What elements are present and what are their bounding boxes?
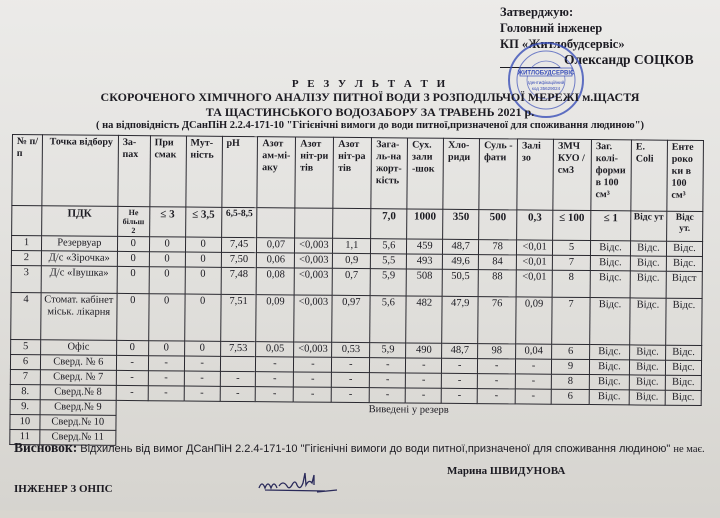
row-number: 3 xyxy=(11,265,41,292)
value-cell: Відс. xyxy=(665,390,701,405)
pdk-cell xyxy=(295,208,333,238)
column-header: Енте роко ки в 100 см³ xyxy=(667,140,704,211)
value-cell: 0 xyxy=(185,267,221,294)
value-cell: - xyxy=(332,372,370,387)
value-cell: <0,003 xyxy=(295,253,333,268)
value-cell: - xyxy=(516,359,552,374)
value-cell: Відс. xyxy=(630,271,666,298)
column-header: Суль - фати xyxy=(479,139,518,210)
approver-company: КП «Житлобудсервіс» xyxy=(500,37,625,51)
value-cell: 0 xyxy=(149,252,185,267)
value-cell: - xyxy=(405,388,441,403)
value-cell: - xyxy=(477,389,515,404)
value-cell: 482 xyxy=(406,296,442,343)
value-cell: - xyxy=(442,358,478,373)
pdk-cell: 0,3 xyxy=(517,210,553,240)
value-cell: 0,09 xyxy=(256,295,294,342)
pdk-cell xyxy=(333,208,371,238)
sampling-point: Д/с «Зірочка» xyxy=(41,251,117,267)
value-cell: 84 xyxy=(479,255,517,270)
value-cell: 5,9 xyxy=(370,269,406,296)
value-cell: 0,53 xyxy=(332,342,370,357)
document-title xyxy=(10,78,720,131)
row-number: 2 xyxy=(11,250,41,265)
title-line-3: ТА ЩАСТИНСЬКОГО ВОДОЗАБОРУ ЗА ТРАВЕНЬ 2021 р. xyxy=(205,105,535,119)
value-cell: 0,7 xyxy=(332,268,370,295)
table-row xyxy=(11,292,702,345)
value-cell: <0,003 xyxy=(295,238,333,253)
value-cell: 7 xyxy=(552,297,590,344)
value-cell: 48,7 xyxy=(443,239,479,254)
value-cell: - xyxy=(184,386,220,401)
value-cell: 1,1 xyxy=(333,238,371,253)
column-header: Залі зо xyxy=(517,139,554,210)
value-cell: - xyxy=(184,356,220,371)
pdk-cell: 350 xyxy=(443,209,479,239)
value-cell: 0,04 xyxy=(516,344,552,359)
pdk-cell: ПДК xyxy=(42,206,118,237)
value-cell: - xyxy=(116,385,148,400)
pdk-cell: 7,0 xyxy=(371,209,407,239)
approver-position: Головний інженер xyxy=(500,21,603,35)
value-cell: 5,6 xyxy=(370,296,406,343)
value-cell: Відс. xyxy=(666,241,702,256)
value-cell: 459 xyxy=(407,239,443,254)
value-cell: 9 xyxy=(551,359,589,374)
value-cell xyxy=(220,356,256,371)
svg-text:Ідентифікаційний: Ідентифікаційний xyxy=(527,80,565,85)
value-cell: 0 xyxy=(116,293,148,340)
column-header: ЗМЧ КУО / см3 xyxy=(553,139,592,210)
value-cell: - xyxy=(294,387,332,402)
value-cell: Відс. xyxy=(589,390,629,405)
value-cell: Відс. xyxy=(629,390,665,405)
pdk-cell: ≤ 100 xyxy=(553,210,591,240)
value-cell: 8 xyxy=(552,270,590,297)
title-line-2: СКОРОЧЕНОГО ХІМІЧНОГО АНАЛІЗУ ПИТНОЇ ВОДИ З РОЗПОДІЛЬЧОЇ МЕРЕЖІ м.ЩАСТЯ xyxy=(100,90,640,104)
signer-name: Марина ШВИДУНОВА xyxy=(447,465,566,477)
value-cell: - xyxy=(369,388,405,403)
sampling-point: Стомат. кабінет міськ. лікарня xyxy=(41,293,117,341)
value-cell: Відс. xyxy=(589,375,629,390)
value-cell: Відс. xyxy=(630,345,666,360)
row-number: 1 xyxy=(11,236,41,251)
column-header: Азот ніт-ри тів xyxy=(295,137,334,208)
sampling-point: Сверд.№ 10 xyxy=(40,415,116,431)
sampling-point: Д/с «Івушка» xyxy=(41,266,117,294)
value-cell: Відс. xyxy=(665,375,701,390)
sampling-point: Резервуар xyxy=(41,236,117,252)
column-header: Азот ам-мі-аку xyxy=(257,137,296,208)
value-cell: - xyxy=(332,357,370,372)
value-cell: - xyxy=(406,373,442,388)
column-header: E. Coli xyxy=(631,140,668,211)
value-cell: Відс. xyxy=(630,241,666,256)
value-cell: Відс. xyxy=(590,271,630,298)
title-line-4: ( на відповідність ДСанПіН 2.2.4-171-10 "Гігієнічні вимоги до води питної,призначеної для споживання людиною") xyxy=(95,120,645,131)
pdk-cell xyxy=(12,206,42,236)
conclusion-label: Висновок: xyxy=(14,440,78,455)
value-cell: 7,51 xyxy=(220,294,256,341)
value-cell: Відс. xyxy=(629,360,665,375)
value-cell: 5,9 xyxy=(370,343,406,358)
value-cell: 0 xyxy=(184,294,220,341)
value-cell: 7,48 xyxy=(221,267,257,294)
value-cell: 7 xyxy=(552,255,590,270)
value-cell: Відс. xyxy=(630,298,666,345)
column-header: Мут-ність xyxy=(185,136,222,207)
value-cell: 76 xyxy=(478,297,516,344)
value-cell: 48,7 xyxy=(442,343,478,358)
value-cell: - xyxy=(478,359,516,374)
value-cell: 0 xyxy=(148,341,184,356)
value-cell: 98 xyxy=(478,344,516,359)
value-cell: 5,5 xyxy=(371,254,407,269)
value-cell: - xyxy=(406,358,442,373)
value-cell: 0,9 xyxy=(333,253,371,268)
column-header: Заг. колі-форми в 100 см³ xyxy=(591,140,632,211)
pdk-cell: Відс ут. xyxy=(666,211,702,241)
row-number: 9. xyxy=(10,399,40,414)
value-cell: Відс. xyxy=(630,256,666,271)
column-header: pH xyxy=(221,136,258,207)
value-cell: 0 xyxy=(148,294,184,341)
pdk-cell: 500 xyxy=(479,210,517,240)
svg-text:код 35629024: код 35629024 xyxy=(531,86,561,91)
value-cell: - xyxy=(148,371,184,386)
value-cell: Відс. xyxy=(590,345,630,360)
column-header: Азот ніт-ра тів xyxy=(333,137,372,208)
value-cell: <0,003 xyxy=(294,295,332,342)
conclusion-tail: не має. xyxy=(673,444,705,455)
value-cell: - xyxy=(441,388,477,403)
column-header: № п/п xyxy=(12,135,43,206)
value-cell: - xyxy=(148,386,184,401)
value-cell: Відс. xyxy=(665,345,701,360)
title-line-1: Р Е З У Л Ь Т А Т И xyxy=(291,78,449,90)
value-cell: 88 xyxy=(478,270,516,297)
value-cell: 6 xyxy=(551,389,589,404)
sampling-point: Сверд.№ 11 xyxy=(40,430,116,446)
row-number: 7 xyxy=(10,369,40,384)
svg-text:ЖИТЛОБУДСЕРВІС: ЖИТЛОБУДСЕРВІС xyxy=(517,70,575,77)
pdk-cell: 1000 xyxy=(407,209,443,239)
value-cell: 0,05 xyxy=(256,342,294,357)
sampling-point: Офіс xyxy=(40,340,116,356)
sampling-point: Сверд. № 6 xyxy=(40,355,116,371)
value-cell: 0 xyxy=(117,266,149,293)
value-cell: 0,08 xyxy=(257,268,295,295)
value-cell: - xyxy=(256,387,294,402)
value-cell: - xyxy=(148,356,184,371)
pdk-cell: Не більш 2 xyxy=(117,206,149,236)
sampling-point: Сверд.№ 8 xyxy=(40,385,116,401)
conclusion-text: Відхилень від вимог ДСанПіН 2.2.4-171-10 "Гігієнічні вимоги до води питної,призначеної для споживання людиною" xyxy=(80,443,671,455)
results-table xyxy=(9,134,704,451)
value-cell: - xyxy=(116,370,148,385)
column-header: Точка відбору xyxy=(42,135,118,207)
value-cell: 508 xyxy=(406,269,442,296)
value-cell: Відст xyxy=(666,271,702,298)
sampling-point: Сверд.№ 9 xyxy=(40,400,116,416)
pdk-cell: ≤ 3 xyxy=(149,207,185,237)
row-number: 4 xyxy=(11,292,41,339)
value-cell: 0 xyxy=(184,341,220,356)
row-number: 5 xyxy=(11,339,41,354)
column-header: За-пах xyxy=(118,135,151,206)
value-cell: - xyxy=(477,374,515,389)
value-cell: 0,07 xyxy=(257,238,295,253)
value-cell: Відс. xyxy=(629,375,665,390)
pdk-cell xyxy=(257,208,295,238)
value-cell: 0 xyxy=(117,236,149,251)
value-cell: Відс. xyxy=(665,360,701,375)
value-cell: - xyxy=(184,371,220,386)
value-cell: - xyxy=(116,355,148,370)
pdk-cell: ≤ 1 xyxy=(591,211,631,241)
value-cell: Відс. xyxy=(666,298,703,345)
value-cell: Відс. xyxy=(589,360,629,375)
value-cell: 7,45 xyxy=(221,237,257,252)
value-cell: 7,53 xyxy=(220,341,256,356)
signer-position: ІНЖЕНЕР З ОНПС xyxy=(14,483,113,495)
value-cell: - xyxy=(442,373,478,388)
value-cell: - xyxy=(220,371,256,386)
column-header: Зага-ль-на жорт-кість xyxy=(371,138,408,209)
value-cell: Відс. xyxy=(590,241,630,256)
value-cell: 0 xyxy=(117,251,149,266)
value-cell: - xyxy=(515,374,551,389)
value-cell: - xyxy=(370,373,406,388)
row-number: 10 xyxy=(10,414,40,429)
header-row xyxy=(12,135,704,212)
column-header: Хло-риди xyxy=(443,138,480,209)
value-cell: Відс. xyxy=(590,256,630,271)
approver-name: Олександр СОЦКОВ xyxy=(564,52,694,67)
value-cell: 0 xyxy=(149,237,185,252)
value-cell: - xyxy=(220,386,256,401)
value-cell: - xyxy=(256,357,294,372)
pdk-cell: Відс ут xyxy=(631,211,667,241)
value-cell: - xyxy=(515,389,551,404)
value-cell: Відс. xyxy=(590,298,630,345)
value-cell: 0,97 xyxy=(332,295,370,342)
value-cell: 493 xyxy=(407,254,443,269)
value-cell: 5,6 xyxy=(371,239,407,254)
value-cell: 0 xyxy=(185,252,221,267)
value-cell: Відс. xyxy=(666,256,702,271)
value-cell: <0,01 xyxy=(516,270,552,297)
pdk-cell: ≤ 3,5 xyxy=(185,207,221,237)
value-cell: <0,01 xyxy=(516,255,552,270)
value-cell: - xyxy=(332,387,370,402)
value-cell: 0,06 xyxy=(257,253,295,268)
value-cell: 8 xyxy=(551,374,589,389)
value-cell: - xyxy=(294,357,332,372)
value-cell: 6 xyxy=(552,344,590,359)
value-cell: - xyxy=(256,372,294,387)
pdk-cell: 6,5-8,5 xyxy=(221,207,257,237)
column-header: При смак xyxy=(150,136,187,207)
value-cell: 490 xyxy=(406,343,442,358)
value-cell: 49,6 xyxy=(443,254,479,269)
approve-label: Затверджую: xyxy=(500,5,574,19)
sampling-point: Сверд. № 7 xyxy=(40,370,116,386)
conclusion xyxy=(14,440,705,456)
value-cell: 0 xyxy=(149,267,185,294)
value-cell: - xyxy=(294,372,332,387)
value-cell: 5 xyxy=(553,240,591,255)
value-cell: 47,9 xyxy=(442,296,478,343)
row-number: 11 xyxy=(10,429,40,444)
value-cell: - xyxy=(370,358,406,373)
row-number: 6 xyxy=(10,354,40,369)
value-cell: 50,5 xyxy=(442,269,478,296)
value-cell: 78 xyxy=(479,240,517,255)
value-cell: 0,09 xyxy=(516,297,552,344)
value-cell: <0,003 xyxy=(294,342,332,357)
handwritten-signature xyxy=(255,470,345,496)
value-cell: 0 xyxy=(116,340,148,355)
value-cell: <0,01 xyxy=(517,240,553,255)
row-number: 8. xyxy=(10,384,40,399)
value-cell: 0 xyxy=(185,237,221,252)
reserve-note: Виведені у резерв xyxy=(116,400,702,450)
value-cell: <0,003 xyxy=(295,268,333,295)
value-cell: 7,50 xyxy=(221,252,257,267)
column-header: Сух. зали -шок xyxy=(407,138,444,209)
